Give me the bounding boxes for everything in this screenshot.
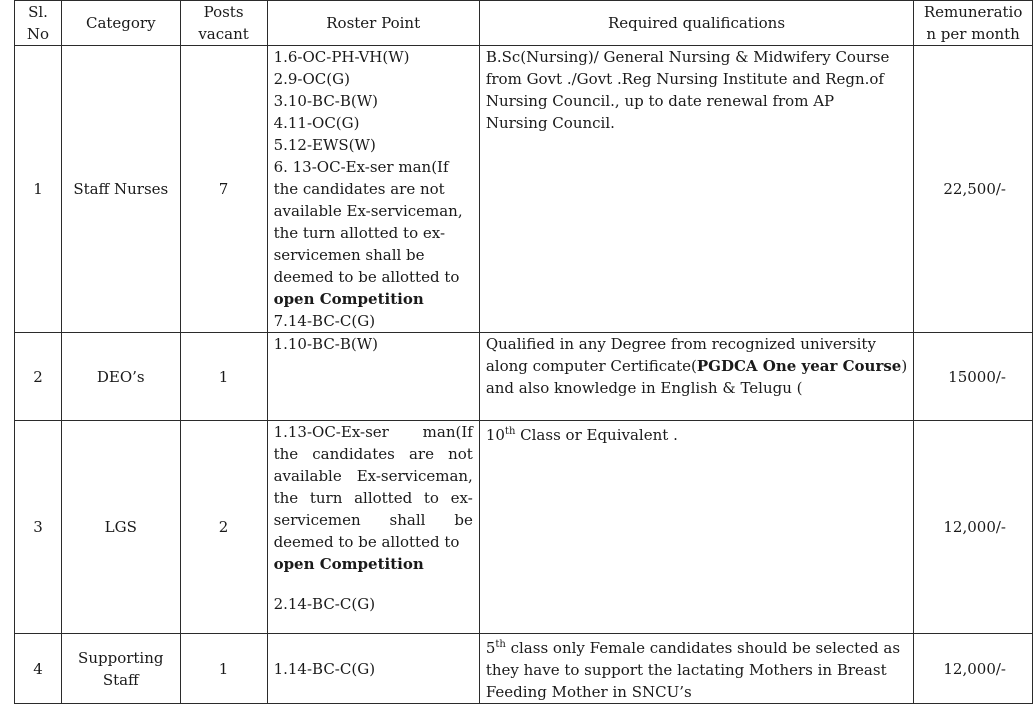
qualification-text: class only Female candidates should be selected as bbox=[505, 639, 901, 657]
header-required-qualifications: Required qualifications bbox=[479, 1, 913, 46]
qualification-line: and also knowledge in English & Telugu ( bbox=[485, 379, 803, 397]
qualification-bold-text: PGDCA One year Course bbox=[696, 357, 902, 375]
header-sl-no bbox=[15, 1, 62, 46]
qualification-line: Nursing Council., up to date renewal from AP bbox=[485, 92, 835, 110]
qualification-line: Nursing Council. bbox=[485, 114, 615, 132]
qualification-line bbox=[486, 634, 907, 659]
qualification-text: along computer Certificate( bbox=[485, 357, 697, 375]
roster-line: 2.9-OC(G) bbox=[273, 70, 350, 88]
remuneration-cell: 12,000/- bbox=[914, 634, 1033, 704]
roster-paragraph: 1.13-OC-Ex-ser man(If the candidates are not available Ex-serviceman, the turn allotted to ex-servicemen shall be deemed to be allotted to bbox=[273, 423, 473, 551]
superscript: th bbox=[504, 426, 516, 437]
recruitment-table bbox=[14, 0, 1033, 704]
roster-point-cell: 1.14-BC-C(G) bbox=[267, 634, 479, 704]
header-remuneration bbox=[914, 1, 1033, 46]
superscript: th bbox=[495, 639, 506, 650]
roster-point-cell bbox=[267, 46, 479, 333]
remuneration-cell: 12,000/- bbox=[914, 421, 1033, 634]
header-sl-line-1: Sl. bbox=[28, 3, 48, 21]
table-row bbox=[15, 46, 1033, 333]
roster-point-cell bbox=[267, 421, 479, 634]
qualification-line: Qualified in any Degree from recognized university bbox=[485, 335, 876, 353]
posts-vacant-cell: 1 bbox=[180, 634, 267, 704]
roster-spacer bbox=[274, 575, 473, 593]
roster-line: 7.14-BC-C(G) bbox=[273, 312, 376, 330]
qualification-line: they have to support the lactating Mothers in Breast bbox=[485, 661, 887, 679]
posts-vacant-cell: 1 bbox=[180, 333, 267, 421]
sl-no-cell: 3 bbox=[15, 421, 62, 634]
header-roster-point: Roster Point bbox=[267, 1, 479, 46]
qualification-line: B.Sc(Nursing)/ General Nursing & Midwifery Course bbox=[485, 48, 890, 66]
header-posts-line-2: vacant bbox=[198, 25, 249, 43]
roster-bold-line: open Competition bbox=[273, 290, 424, 308]
remuneration-cell: 22,500/- bbox=[914, 46, 1033, 333]
qualification-line bbox=[486, 355, 907, 377]
qualification-line bbox=[486, 421, 907, 446]
qualification-line: from Govt ./Govt .Reg Nursing Institute and Regn.of bbox=[485, 70, 884, 88]
table-row bbox=[15, 634, 1033, 704]
roster-line: 4.11-OC(G) bbox=[273, 114, 360, 132]
roster-line: 2.14-BC-C(G) bbox=[273, 595, 376, 613]
sl-no-cell: 2 bbox=[15, 333, 62, 421]
qualification-text: ) bbox=[901, 357, 908, 375]
qualifications-cell bbox=[479, 46, 913, 333]
qualifications-cell bbox=[479, 333, 913, 421]
category-cell bbox=[61, 634, 180, 704]
header-posts-line-1: Posts bbox=[203, 3, 244, 21]
qualification-text: Class or Equivalent . bbox=[515, 426, 678, 444]
roster-line: 5.12-EWS(W) bbox=[273, 136, 376, 154]
category-line: Supporting bbox=[78, 648, 164, 667]
roster-point-cell: 1.10-BC-B(W) bbox=[267, 333, 479, 421]
category-cell: LGS bbox=[61, 421, 180, 634]
category-cell: DEO’s bbox=[61, 333, 180, 421]
roster-line: servicemen shall be bbox=[273, 246, 425, 264]
qualifications-cell bbox=[479, 634, 913, 704]
header-sl-line-2: No bbox=[26, 25, 50, 43]
sl-no-cell: 1 bbox=[15, 46, 62, 333]
qualification-line: Feeding Mother in SNCU’s bbox=[485, 683, 692, 701]
roster-line: the turn allotted to ex- bbox=[273, 224, 446, 242]
remuneration-cell: 15000/- bbox=[914, 333, 1033, 421]
header-category: Category bbox=[61, 1, 180, 46]
category-line: Staff bbox=[102, 670, 139, 689]
qualifications-cell bbox=[479, 421, 913, 634]
roster-line: the candidates are not bbox=[273, 180, 445, 198]
qualification-text: 10 bbox=[485, 426, 505, 444]
table-row bbox=[15, 421, 1033, 634]
roster-line: available Ex-serviceman, bbox=[273, 202, 463, 220]
header-posts-vacant bbox=[180, 1, 267, 46]
qualification-text: 5 bbox=[485, 639, 496, 657]
header-remuneration-line-2: n per month bbox=[926, 25, 1020, 43]
header-row bbox=[15, 1, 1033, 46]
sl-no-cell: 4 bbox=[15, 634, 62, 704]
table-row bbox=[15, 333, 1033, 421]
roster-line: 6. 13-OC-Ex-ser man(If bbox=[273, 158, 449, 176]
category-cell: Staff Nurses bbox=[61, 46, 180, 333]
roster-line: deemed to be allotted to bbox=[273, 268, 460, 286]
roster-line: 3.10-BC-B(W) bbox=[273, 92, 379, 110]
roster-bold-line: open Competition bbox=[273, 555, 424, 573]
roster-line: 1.6-OC-PH-VH(W) bbox=[273, 48, 410, 66]
posts-vacant-cell: 2 bbox=[180, 421, 267, 634]
header-remuneration-line-1: Remuneratio bbox=[923, 3, 1023, 21]
posts-vacant-cell: 7 bbox=[180, 46, 267, 333]
